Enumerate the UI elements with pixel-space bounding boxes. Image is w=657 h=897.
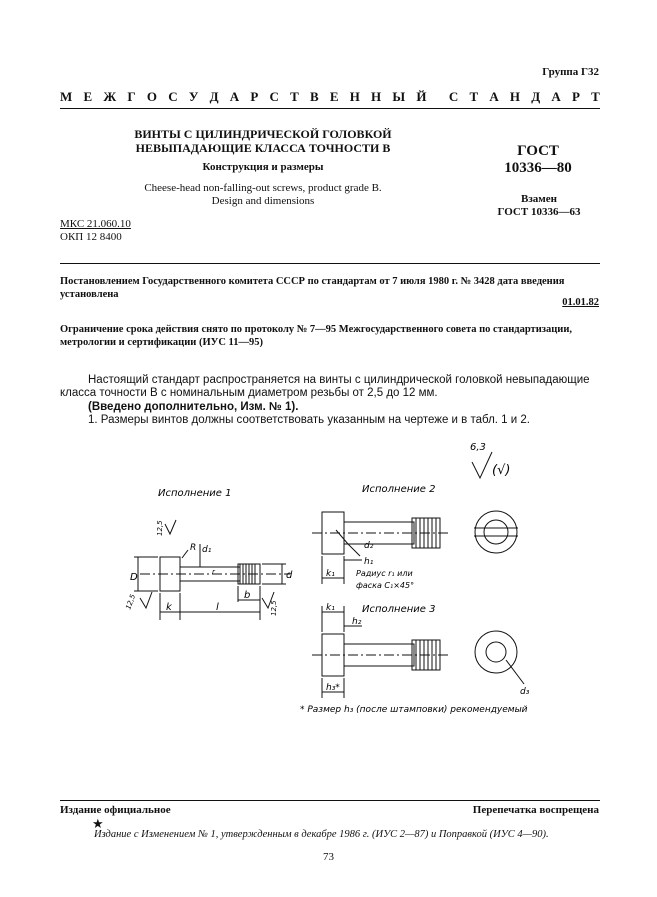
reprint-prohibited: Перепечатка воспрещена (472, 804, 599, 816)
dim-k: k (166, 602, 172, 613)
variant-2-end-view (474, 511, 518, 553)
roughness-label-2: 12,5 (124, 593, 138, 611)
scope-paragraph: Настоящий стандарт распространяется на винты с цилиндрической головкой невыпадающие класса точности В с номинальным диаметром резьбы от 2,5 до 12 мм. (60, 374, 590, 399)
banner-rule (60, 108, 600, 109)
okp-code: ОКП 12 8400 (60, 231, 122, 243)
banner-letter: А (229, 89, 240, 104)
banner-letter: О (146, 89, 158, 104)
variant-1-label: Исполнение 1 (158, 488, 232, 499)
banner-letter: Ж (103, 89, 117, 104)
restriction-text: Ограничение срока действия снято по протоколу № 7—95 Межгосударственного совета по стандартизации, метрологии и сертификации (ИУС 11—95) (60, 324, 573, 348)
footer-rule (60, 800, 600, 801)
dim-b: b (244, 590, 251, 601)
document-subtitle: Конструкция и размеры (202, 161, 324, 173)
dim-h3: h₃* (326, 683, 340, 693)
banner-letter: Ы (392, 89, 406, 104)
english-title-line-2: Design and dimensions (211, 195, 315, 207)
banner-letter: Т (469, 89, 479, 104)
english-title-line-1: Cheese-head non-falling-out screws, product grade B. (144, 182, 382, 194)
gost-label: ГОСТ (517, 143, 559, 159)
banner-letter: Е (329, 89, 339, 104)
banner-letter: В (309, 89, 319, 104)
banner-letter: А (551, 89, 561, 104)
introduction-date: 01.01.82 (562, 297, 599, 308)
standard-banner (60, 89, 600, 105)
replaces-label: Взамен (521, 193, 557, 205)
dim-R: R (190, 543, 197, 553)
banner-letter: Р (250, 89, 259, 104)
banner-letter: Д (209, 89, 219, 104)
roughness-paren: (√) (492, 463, 511, 478)
dim-d1: d₁ (202, 545, 212, 555)
banner-letter: Т (591, 89, 600, 104)
dim-D: D (130, 572, 138, 583)
group-code: Группа Г32 (542, 66, 599, 78)
banner-letter: А (489, 89, 499, 104)
official-edition: Издание официальное (60, 804, 171, 816)
replaces-number: ГОСТ 10336—63 (497, 206, 581, 218)
gost-number: 10336—80 (504, 160, 572, 176)
dim-r: r (212, 568, 215, 576)
banner-letter: Г (127, 89, 136, 104)
dim-k1-variant-3: k₁ (326, 603, 335, 613)
banner-letter: Й (416, 89, 427, 104)
radius-note: Радиус r₁ или (356, 569, 413, 578)
banner-letter: Н (509, 89, 521, 104)
banner-letter: У (188, 89, 199, 104)
roughness-label-1: 12,5 (156, 520, 164, 536)
variant-2-label: Исполнение 2 (362, 484, 436, 495)
banner-letter: Т (290, 89, 299, 104)
banner-letter: С (448, 89, 459, 104)
banner-letter: Р (572, 89, 580, 104)
chamfer-note: фаска C₁×45° (356, 581, 415, 590)
banner-letter: Е (83, 89, 93, 104)
roughness-value: 6,3 (470, 442, 486, 453)
dim-l: l (216, 602, 219, 613)
screw-drawing (100, 440, 560, 720)
decree-text: Постановлением Государственного комитета СССР по стандартам от 7 июля 1980 г. № 3428 дата введения установлена (60, 276, 565, 300)
dim-h2: h₂ (352, 617, 362, 627)
banner-letter: Н (349, 89, 360, 104)
dim-d: d (286, 570, 293, 581)
title-line-1: ВИНТЫ С ЦИЛИНДРИЧЕСКОЙ ГОЛОВКОЙ (134, 127, 392, 141)
variant-3-end-view (475, 631, 524, 684)
edition-note: Издание с Изменением № 1, утвержденным в декабре 1986 г. (ИУС 2—87) и Поправкой (ИУС 4—90). (94, 829, 549, 840)
drawing-footnote: * Размер h₃ (после штамповки) рекомендуемый (300, 705, 528, 715)
banner-letter: С (168, 89, 178, 104)
gost-number-block (498, 143, 578, 177)
star-icon: ★ (92, 816, 104, 831)
dim-k1-variant-2: k₁ (326, 569, 335, 579)
classification-codes (60, 218, 131, 244)
dimensions-paragraph: 1. Размеры винтов должны соответствовать указанным на чертеже и в табл. 1 и 2. (88, 414, 530, 426)
roughness-label-3: 12,5 (270, 600, 278, 616)
replaces-block (480, 193, 598, 219)
title-line-2: НЕВЫПАДАЮЩИЕ КЛАССА ТОЧНОСТИ В (135, 141, 391, 155)
english-title (108, 182, 418, 208)
dim-h1: h₁ (364, 557, 374, 567)
dim-d3: d₃ (520, 687, 530, 697)
page-number: 73 (323, 851, 334, 863)
banner-letter: С (269, 89, 279, 104)
mks-code: МКС 21.060.10 (60, 218, 131, 230)
banner-letter: Д (531, 89, 541, 104)
dim-d2: d₂ (364, 541, 374, 551)
amendment-note: (Введено дополнительно, Изм. № 1). (88, 401, 299, 413)
banner-letter: Н (371, 89, 382, 104)
variant-3-label: Исполнение 3 (362, 604, 436, 615)
roughness-check-icon (472, 452, 492, 478)
banner-letter: М (60, 89, 73, 104)
document-title (108, 127, 418, 155)
section-rule (60, 263, 600, 264)
